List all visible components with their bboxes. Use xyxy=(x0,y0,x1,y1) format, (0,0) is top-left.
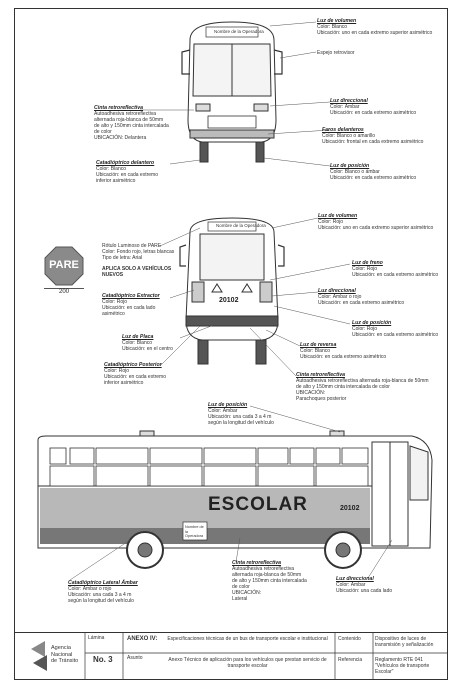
side-escolar-text: ESCOLAR xyxy=(208,494,308,515)
title-block xyxy=(15,632,447,680)
asunto-desc: Anexo Técnico de aplicación para los vehículos que prestan servicio de transporte escolar xyxy=(168,657,327,669)
referencia-label: Referencia xyxy=(338,657,363,663)
label-rear-reflector: Catadióptrico Posterior Color: Rojo Ubicación: en cada extremo inferior asimétrico xyxy=(104,362,166,386)
stop-sign-size: 200 xyxy=(44,288,84,295)
rear-operator-name: Nombre de la Operadora xyxy=(216,223,266,228)
label-side-tape: Cinta retroreflectiva Autoadhesiva retroreflectiva alternada roja-blanca de 50mm de alto y 150mm cinta intercalada de color UBICACIÓN: Lateral xyxy=(232,560,307,602)
label-rear-new-only: APLICA SOLO A VEHÍCULOS NUEVOS xyxy=(102,266,172,278)
label-rear-turn: Luz direccional Color: Ámbar o rojo Ubicación: en cada extremo asimétrico xyxy=(318,288,405,306)
side-door-operator: Nombre de la Operadora xyxy=(185,525,204,538)
agency-logo-text: Agencia Nacional de Tránsito xyxy=(51,645,79,664)
stop-sign xyxy=(44,246,84,286)
label-front-position: Luz de posición Color: Blanco o ámbar Ubicación: en cada extremo asimétrico xyxy=(330,163,417,181)
stop-sign-text: PARE xyxy=(49,259,79,271)
annex-desc: Especificaciones técnicas de un bus de transporte escolar e institucional xyxy=(167,636,328,642)
asunto-label: Asunto xyxy=(127,655,143,661)
agency-logo-icon xyxy=(31,641,47,671)
label-front-headlights: Faros delanteros Color: Blanco o amarillo Ubicación: frontal en cada extremo asimétrico xyxy=(322,127,424,145)
label-rear-reverse: Luz de reversa Color: Blanco Ubicación: en cada extremo asimétrico xyxy=(300,342,387,360)
label-side-turn: Luz direccional Color: Ámbar Ubicación: una cada lado xyxy=(336,576,393,594)
label-front-reflector: Catadióptrico delantero Color: Blanco Ubicación: en cada extremo inferior asimétrico xyxy=(96,160,158,184)
rear-view xyxy=(180,218,284,364)
side-bus-number: 20102 xyxy=(340,505,360,512)
front-operator-name: Nombre de la Operadora xyxy=(214,29,264,34)
label-front-mirror: Espejo retrovisor xyxy=(317,50,355,56)
label-rear-plate: Luz de Placa Color: Blanco Ubicación: en el centro xyxy=(122,334,173,352)
side-windows xyxy=(50,448,368,486)
label-side-reflector: Catadióptrico Lateral Ámbar Color: Ámbar o rojo Ubicación: una cada 3 a 4 m según la longitud del vehículo xyxy=(68,580,138,604)
label-rear-stop-sign: Rótulo Luminoso de PARE Color: Fondo rojo, letras blancas Tipo de letra: Arial xyxy=(102,243,175,261)
label-side-position: Luz de posición Color: Ámbar Ubicación: una cada 3 a 4 m según la longitud del vehículo xyxy=(208,402,274,426)
referencia-desc: Reglamento RTE 041 "Vehículos de transporte Escolar" xyxy=(375,657,430,675)
lamina-label: Lámina xyxy=(88,635,105,641)
lamina-value: No. 3 xyxy=(93,655,113,664)
contenido-label: Contenido xyxy=(338,636,361,642)
label-front-volume: Luz de volumen Color: Blanco Ubicación: uno en cada extremo superior asimétrico xyxy=(317,18,433,36)
label-rear-extractor: Catadióptrico Extractor Color: Rojo Ubicación: en cada lado asimétrico xyxy=(102,293,160,317)
label-rear-volume: Luz de volumen Color: Rojo Ubicación: uno en cada extremo superior asimétrico xyxy=(318,213,434,231)
label-rear-position: Luz de posición Color: Rojo Ubicación: en cada extremo asimétrico xyxy=(352,320,439,338)
contenido-desc: Dispositivo de luces de transmisión y señalización xyxy=(375,636,434,648)
front-view xyxy=(182,22,282,162)
label-rear-tape: Cinta retroreflectiva Autoadhesiva retroreflectiva alternada roja-blanca de 50mm de alto y 150mm cinta intercalada de color UBICACIÓN: Parachoques posterior xyxy=(296,372,429,402)
label-front-tape: Cinta retroreflectiva Autoadhesiva retroreflectiva alternada roja-blanca de 50mm de alto y 150mm cinta intercalada de color UBICACIÓN: Delantera xyxy=(94,105,169,141)
annex-title: ANEXO IV: xyxy=(127,636,158,642)
label-front-turn: Luz direccional Color: Ámbar Ubicación: en cada extremo asimétrico xyxy=(330,98,417,116)
rear-bus-number: 20102 xyxy=(219,297,239,304)
label-rear-brake: Luz de freno Color: Rojo Ubicación: en cada extremo asimétrico xyxy=(352,260,439,278)
